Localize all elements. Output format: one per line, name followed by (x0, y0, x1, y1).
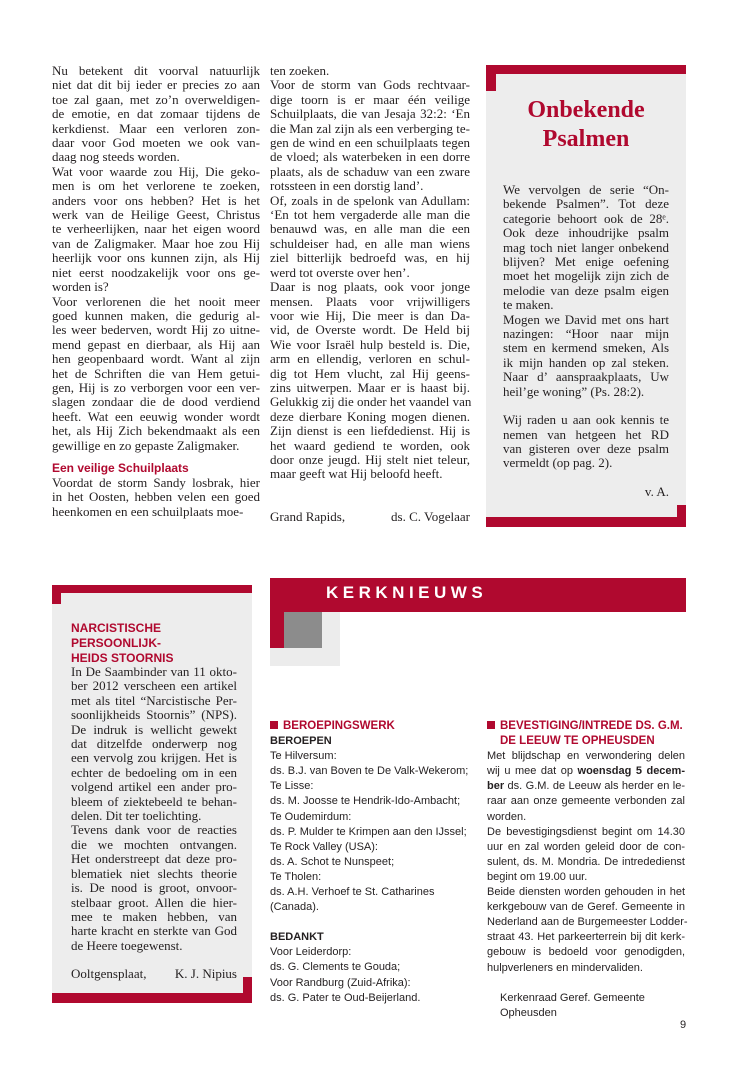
text-line: We vervolgen de serie “On- (503, 182, 669, 197)
text-line: Het onderstreept dat deze pro- (71, 851, 237, 867)
text-line: Voor Randburg (Zuid-Afrika): (270, 976, 411, 989)
text-line: Gelukkig zij die onder het vaandel van (270, 394, 472, 410)
text-line: het, als Hij Zich bekendmaakt als een (52, 423, 260, 439)
text-line: echter de bedoeling om in een (71, 764, 237, 780)
text-segment: ber (487, 780, 505, 793)
text-line: blijven? Met enige oefening (503, 254, 669, 270)
text-line: het de Schriften die van Hem getui- (52, 365, 260, 381)
text-line: Een veilige Schuilplaats (52, 460, 189, 475)
text-line: Daar is nog plaats, ook voor jonge (270, 279, 470, 295)
text-line: melodie van deze psalm eigen (503, 282, 669, 298)
subheading (270, 930, 475, 945)
text-line: niet eerst noodzakelijk voor ons ge- (52, 264, 260, 280)
text-line: men is om het verlorene te zoeken, (52, 178, 260, 194)
heading-text: BEROEPINGSWERK (283, 720, 395, 732)
text-line: dige toorn is er maar één veilige (270, 91, 470, 107)
text-line: de emotie, en dat zomaar tijdens de (52, 106, 260, 122)
text-line: Of, zoals in de spelonk van Adullam: (270, 192, 470, 208)
text-line: worden is? (52, 279, 109, 295)
text-line: Ook deze inhoudrijke psalm (503, 225, 669, 241)
text-line: Voor Leiderdorp: (270, 946, 352, 959)
text-line: blematiek niet slechts theorie (71, 865, 237, 881)
text-line: ziel bitterlijk bedroefd was, en hij (270, 250, 470, 266)
paragraph (487, 825, 685, 885)
banner-tab (270, 578, 284, 648)
text-line: straat 43. Het parkeerterrein bij dit kerk- (487, 931, 685, 944)
text-line: te maken. (503, 297, 554, 313)
beroepingswerk-section (270, 719, 475, 1006)
text-line: niet dat dit bij ieder er precies zo aan (52, 77, 260, 93)
text-line: gebouw is bedoeld voor genodigden, (487, 946, 685, 959)
text-line: nemen van hetgeen het RD (503, 426, 669, 442)
section-body (487, 749, 688, 1021)
text-line: dat ditzelfde onderwerp nog (71, 736, 237, 752)
paragraph (503, 413, 669, 471)
text-line: worden. (487, 810, 527, 823)
paragraph (487, 885, 688, 976)
text-segment: woensdag 5 decem- (577, 765, 685, 778)
text-line: bleem of ziektebeeld te behan- (71, 793, 237, 809)
section-heading (487, 719, 685, 734)
square-bullet-icon (487, 721, 495, 729)
text-line: het waard gediend te worden, ook (270, 437, 470, 453)
square-bullet-icon (270, 721, 278, 729)
text-line: ds. B.J. van Boven te De Valk-Wekerom; (270, 765, 469, 778)
text-line: gen de wind en een schuilplaats tegen (270, 135, 470, 151)
text-line: daar voor God moeten we ook van- (52, 135, 260, 151)
spacer (503, 471, 669, 485)
paragraph (52, 295, 260, 453)
paragraph (71, 823, 237, 953)
text-line: Naar d’ aanspraakplaats, Uw (503, 369, 669, 385)
signature (270, 510, 470, 524)
box-top-bar (52, 585, 252, 593)
paragraph (503, 183, 669, 313)
text-line: mend gepast en dierbaar, als Hij aan (52, 336, 260, 352)
text-line: Met blijdschap en verwondering delen (487, 750, 685, 763)
text-line: ds. G. Pater te Oud-Beijerland. (270, 991, 421, 1004)
text-line: volgend artikel een ander pro- (71, 779, 237, 795)
text-line: Te Hilversum: (270, 750, 337, 763)
text-line: De indruk is wellicht gewekt (71, 721, 237, 737)
text-line: ds. A. Schot te Nunspeet; (270, 855, 395, 868)
text-line: Nederland aan de Burgemeester Lodder- (487, 916, 688, 929)
heading-line: HEIDS STOORNIS (71, 651, 174, 665)
box-corner-tab (677, 505, 686, 527)
text-line: Kerkenraad Geref. Gemeente (500, 991, 645, 1004)
text-line: heil’ge woning” (Ps. 28:2). (503, 383, 645, 399)
text-line: Tevens dank voor de reacties (71, 822, 237, 838)
signature (71, 967, 237, 981)
narcis-heading (71, 621, 251, 666)
box-corner-tab (486, 65, 496, 91)
title-line: Onbekende (527, 97, 645, 123)
psalmen-body (503, 183, 669, 499)
signature-author: K. J. Nipius (174, 966, 237, 982)
text-line: Nu betekent dit voorval natuurlijk (52, 63, 260, 78)
text-line: gewillige en zo gepaste Zaligmaker. (52, 437, 240, 453)
text-line: begint om 19.00 uur. (487, 870, 588, 883)
text-line: Mogen we David met ons hart (503, 311, 669, 327)
text-line: sulent, ds. M. Mondria. De intrededienst (487, 855, 685, 868)
text-line: schuldeiser had, en alle man wiens (270, 235, 470, 251)
page-number: 9 (680, 1019, 687, 1031)
text-line: categorie behoort ook de 28ᵉ. (503, 210, 669, 226)
text-line: arm en ellendig, verloren en schul- (270, 351, 470, 367)
paragraph (270, 194, 470, 280)
text-line: Schuilplaats, die van Jesaja 32:2: ‘En (270, 106, 470, 122)
text-line: les weer bederven, wordt Hij zo uitne- (52, 322, 260, 338)
text-segment: ds. G.M. de Leeuw als herder en le- (504, 780, 685, 793)
paragraph (270, 78, 470, 193)
initials (503, 485, 669, 499)
text-line: Te Lisse: (270, 780, 314, 793)
text-line: ds. G. Clements te Gouda; (270, 961, 401, 974)
text-line: kerkdienst. Maar een verloren zon- (52, 120, 260, 136)
text-line: goed kunnen maken, die gedurig al- (52, 307, 260, 323)
kerknieuws-title: KERKNIEUWS (326, 583, 488, 602)
heading-text: BEVESTIGING/INTREDE DS. G.M. (500, 720, 683, 732)
box-corner-tab (243, 977, 252, 1003)
box-bottom-bar (486, 517, 686, 527)
text-line: door onze jeugd. Hij stelt niet teleur, (270, 451, 470, 467)
banner-grey-square (284, 612, 322, 648)
text-line: gen, Hij is zo verborgen voor een ver- (52, 379, 260, 395)
heading-line: NARCISTISCHE PERSOONLIJK- (71, 621, 162, 650)
text-line: ber 2012 verscheen een artikel (71, 678, 237, 694)
text-line: hulpverleners en mindervaliden. (487, 961, 643, 974)
text-line: heerlijk voor ons kunnen zijn, als Hij (52, 250, 260, 266)
narcis-body (71, 665, 237, 982)
text-line: kerkgebouw van de Geref. Gemeente in (487, 901, 685, 914)
box-bottom-bar (52, 993, 252, 1003)
text-line: die we mochten ontvangen. (71, 836, 237, 852)
text-line: ds. A.H. Verhoef te St. Catharines (Canada). (270, 886, 435, 914)
spacer (270, 482, 470, 510)
text-line: slagen zondaar die de dood verdiend (52, 394, 260, 410)
signature-place: Ooltgensplaat, (71, 966, 147, 982)
text-line: De bevestigingsdienst begint om 14.30 (487, 825, 685, 838)
text-line: werd tot overste over hen’. (270, 264, 410, 280)
text-line: mag toch niet langer onbekend (503, 239, 669, 255)
text-line: Opheusden (500, 1006, 557, 1019)
text-line: Voordat de storm Sandy losbrak, hier (52, 474, 260, 490)
text-line: Te Tholen: (270, 870, 322, 883)
section-body (270, 734, 475, 1006)
psalmen-title (486, 96, 686, 154)
paragraph (71, 665, 237, 823)
list (270, 945, 475, 1005)
text-line: vermeldt (op pag. 2). (503, 455, 613, 471)
text-line: nazingen: “Hoor naar mijn (503, 326, 669, 342)
text-line: plaats, als de schaduw van een zware (270, 163, 470, 179)
text-line: Te Oudemirdum: (270, 810, 352, 823)
text-line: vid, de Overste wordt. De Held bij (270, 322, 470, 338)
text-line: werk van de Heilige Geest, Christus (52, 207, 260, 223)
signature-place: Grand Rapids, (270, 508, 346, 524)
text-line: in het Oosten, hebben velen een goed (52, 489, 260, 505)
text-line: mee te maken hebben, van (71, 908, 237, 924)
text-line: voor wie Hij, Die meer is dan Da- (270, 307, 470, 323)
text-line: deze dierbare Koning mogen dienen. (270, 408, 470, 424)
text-line: Voor verlorenen die het nooit meer (52, 293, 260, 309)
text-line: moet het mogelijk zijn zich de (503, 268, 669, 284)
text-line: BEDANKT (270, 931, 324, 944)
text-line: de Heere toegewenst. (71, 937, 183, 953)
text-line: toe zal gaan, met zo’n overweldigen- (52, 91, 260, 107)
text-line (487, 764, 685, 779)
text-line: soonlijkheids Stoornis” (NPS). (71, 707, 237, 723)
text-line: die Man zal zijn als een verberging te- (270, 120, 470, 136)
text-line: raar aan onze gemeente verbonden zal (487, 795, 685, 808)
text-line: Wat voor waarde zou Hij, Die geko- (52, 163, 260, 179)
spacer (71, 953, 237, 967)
section-heading (270, 719, 475, 734)
bevestiging-section (487, 719, 688, 1021)
text-line: bekende Psalmen”. Tot deze (503, 196, 669, 212)
text-line: ds. P. Mulder te Krimpen aan den IJssel; (270, 825, 467, 838)
text-line: Wij raden u aan ook kennis te (503, 412, 669, 428)
text-segment: wij u mee dat op (487, 765, 578, 778)
text-line: ten zoeken. (270, 63, 330, 78)
text-line: dig tot Hem vlucht, zal Hij geens- (270, 365, 470, 381)
text-line: ik mijn handen op zal steken. (503, 354, 669, 370)
box-top-bar (486, 65, 686, 74)
paragraph (270, 280, 470, 482)
spacer (503, 399, 669, 413)
paragraph (52, 476, 260, 519)
text-line: de vloed; als waterbeken in een dorre (270, 149, 470, 165)
text-line: daag nog steeds worden. (52, 149, 180, 165)
text-line (487, 779, 685, 794)
text-line: van de Zaligmaker. Maar hoe zou Hij (52, 235, 260, 251)
signature (487, 991, 685, 1021)
text-line: v. A. (644, 483, 669, 499)
text-line: benauwd was, en alle man die een (270, 221, 470, 237)
paragraph (487, 749, 685, 824)
paragraph (52, 165, 260, 295)
text-line: uur en zal worden geleid door de con- (487, 840, 685, 853)
text-line: ds. M. Joosse te Hendrik-Ido-Ambacht; (270, 795, 461, 808)
text-line: rotssteen in een dorstig land’. (270, 178, 424, 194)
spacer (487, 976, 685, 991)
article-column-1 (52, 64, 260, 519)
text-line: Zijn dienst is een liefdedienst. Hij is (270, 423, 470, 439)
list (270, 749, 475, 915)
subheading (270, 734, 475, 749)
text-line: heenkomen en een schuilplaats moe- (52, 503, 244, 519)
text-line: Beide diensten worden gehouden in het (487, 886, 685, 899)
text-line: hen geopenbaard wordt. Want al zijn (52, 351, 260, 367)
title-line: Psalmen (542, 126, 630, 152)
article-column-2 (270, 64, 470, 524)
spacer (270, 915, 475, 930)
subheading (52, 461, 260, 476)
text-line: met als titel “Narcistische Per- (71, 692, 237, 708)
text-line: harte kracht en sterkte van God (71, 923, 237, 939)
text-line: anders voor ons hebben? Het is het (52, 192, 260, 208)
text-line: van gisteren over deze psalm (503, 440, 669, 456)
text-line: ‘En tot hem vergaderde alle man die (270, 207, 470, 223)
text-line: is. De nood is groot, onvoor- (71, 880, 237, 896)
heading-text: DE LEEUW TE OPHEUSDEN (500, 735, 655, 748)
text-line: heeft. Wat een eeuwig wonder wordt (52, 408, 260, 424)
text-line: maar geeft wat Hij beloofd heeft. (270, 466, 443, 482)
text-line: te verheerlijken, naar het eigen woord (52, 221, 260, 237)
text-line: BEROEPEN (270, 735, 332, 748)
box-corner-tab (52, 585, 61, 604)
text-line: stem en kermend smeken, Als (503, 340, 669, 356)
text-line: een vervolg zou krijgen. Het is (71, 750, 237, 766)
text-line: delen. Dit ter toelichting. (71, 808, 202, 824)
text-line: mensen. Plaats voor vrijwilligers (270, 293, 470, 309)
text-line: Te Rock Valley (USA): (270, 840, 378, 853)
paragraph (52, 64, 260, 165)
text-line: Wie voor Israël hulp besteld is. Die, (270, 336, 470, 352)
text-line: stelbaar groot. Allen die hier- (71, 894, 237, 910)
text-line: Voor de storm van Gods rechtvaar- (270, 77, 470, 93)
text-line: In De Saambinder van 11 okto- (71, 664, 237, 679)
paragraph (503, 313, 669, 399)
signature-author: ds. C. Vogelaar (391, 508, 470, 524)
text-line: zins uitwerpen. Maar er is haast bij. (270, 379, 470, 395)
paragraph (270, 64, 470, 78)
